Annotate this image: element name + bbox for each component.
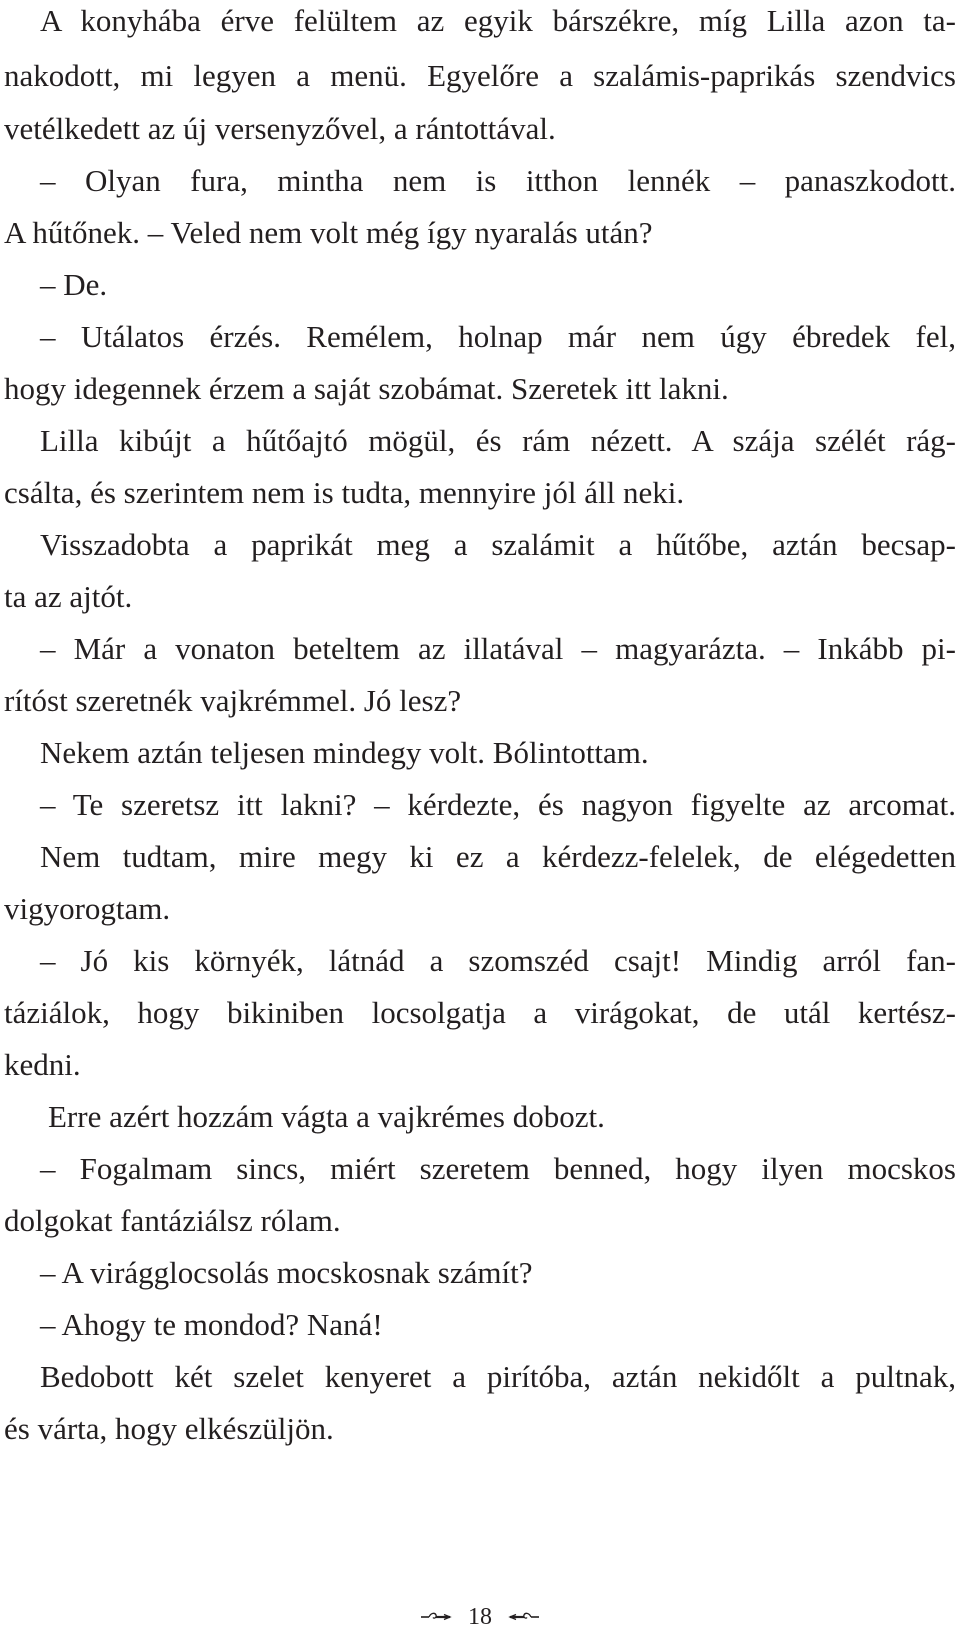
text-line: – Fogalmam sincs, miért szeretem benned, hogy ilyen mocskos	[40, 1151, 956, 1186]
text-line: nakodott, mi legyen a menü. Egyelőre a szalámis-paprikás szendvics	[4, 58, 956, 93]
text-line: vigyorogtam.	[4, 891, 171, 926]
text-line: táziálok, hogy bikiniben locsolgatja a virágokat, de utál kertész-	[4, 995, 956, 1030]
page-footer	[0, 1601, 960, 1631]
text-line: vetélkedett az új versenyzővel, a rántottával.	[4, 111, 556, 146]
text-line: ta az ajtót.	[4, 579, 133, 614]
text-line: – Utálatos érzés. Remélem, holnap már nem úgy ébredek fel,	[40, 319, 956, 354]
text-line: A konyhába érve felültem az egyik bárszékre, míg Lilla azon ta-	[40, 3, 956, 38]
text-line: A hűtőnek. – Veled nem volt még így nyaralás után?	[4, 215, 653, 250]
page-number: 18	[468, 1604, 492, 1631]
text-line: Erre azért hozzám vágta a vajkrémes dobozt.	[48, 1099, 605, 1134]
text-line: dolgokat fantáziálsz rólam.	[4, 1203, 341, 1238]
text-line: Nekem aztán teljesen mindegy volt. Bólintottam.	[40, 735, 649, 770]
text-line: kedni.	[4, 1047, 81, 1082]
text-line: – Ahogy te mondod? Naná!	[40, 1307, 383, 1342]
flourish-ornament-icon	[508, 1611, 540, 1623]
text-line: – Te szeretsz itt lakni? – kérdezte, és nagyon figyelte az arcomat.	[40, 787, 956, 822]
text-line: hogy idegennek érzem a saját szobámat. Szeretek itt lakni.	[4, 371, 729, 406]
text-line: – Olyan fura, mintha nem is itthon lennék – panaszkodott.	[40, 163, 956, 198]
text-line: – De.	[40, 267, 108, 302]
text-line: csálta, és szerintem nem is tudta, mennyire jól áll neki.	[4, 475, 685, 510]
text-line: – Már a vonaton beteltem az illatával – magyarázta. – Inkább pi-	[40, 631, 956, 666]
text-line: – Jó kis környék, látnád a szomszéd csajt! Mindig arról fan-	[40, 943, 956, 978]
text-line: – A virágglocsolás mocskosnak számít?	[40, 1255, 533, 1290]
text-line: Lilla kibújt a hűtőajtó mögül, és rám nézett. A szája szélét rág-	[40, 423, 956, 458]
flourish-ornament-icon	[420, 1611, 452, 1623]
text-line: és várta, hogy elkészüljön.	[4, 1411, 334, 1446]
text-line: Bedobott két szelet kenyeret a pirítóba, aztán nekidőlt a pultnak,	[40, 1359, 956, 1394]
text-line: Nem tudtam, mire megy ki ez a kérdezz-felelek, de elégedetten	[40, 839, 956, 874]
text-line: rítóst szeretnék vajkrémmel. Jó lesz?	[4, 683, 462, 718]
text-line: Visszadobta a paprikát meg a szalámit a hűtőbe, aztán becsap-	[40, 527, 956, 562]
